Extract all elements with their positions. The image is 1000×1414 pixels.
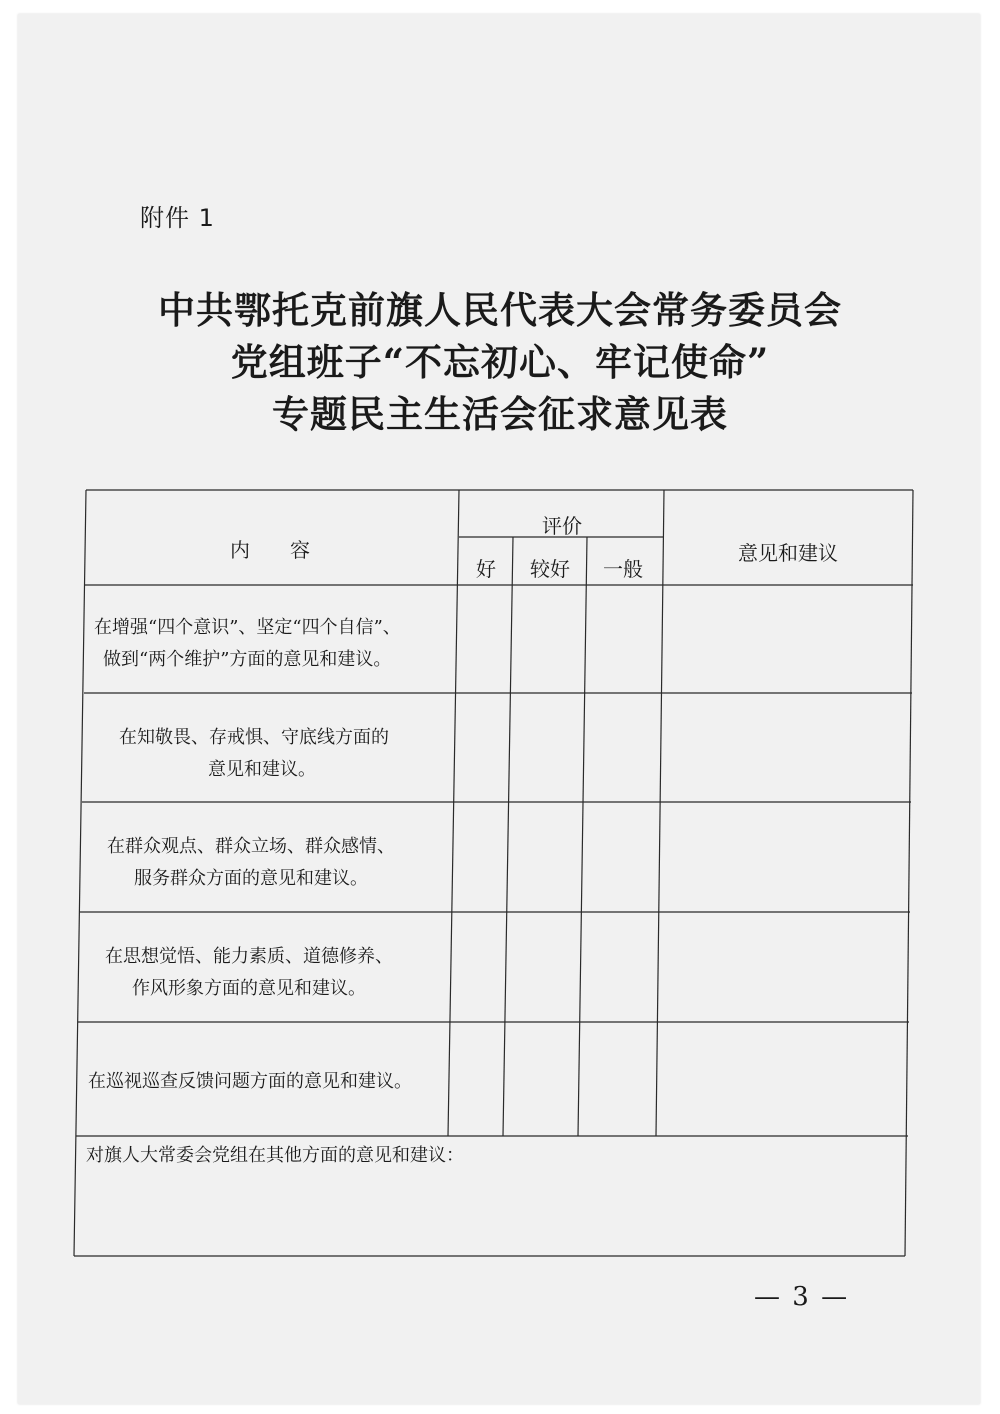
row-1-line-1: 在增强“四个意识”、坚定“四个自信”、 [94, 617, 401, 638]
row-1-line-2: 做到“两个维护”方面的意见和建议。 [103, 649, 392, 670]
header-rating: 评价 [542, 514, 582, 538]
header-rating-average: 一般 [603, 557, 643, 581]
row-2-line-2: 意见和建议。 [208, 759, 316, 780]
header-suggestions: 意见和建议 [738, 541, 838, 565]
row-5-line-1: 在巡视巡查反馈问题方面的意见和建议。 [88, 1071, 412, 1092]
row-2-line-1: 在知敬畏、存戒惧、守底线方面的 [119, 727, 389, 748]
row-3-line-2: 服务群众方面的意见和建议。 [134, 868, 368, 889]
row-4-line-2: 作风形象方面的意见和建议。 [132, 978, 366, 999]
other-suggestions-label: 对旗人大常委会党组在其他方面的意见和建议： [86, 1145, 464, 1166]
header-content: 内 容 [230, 538, 310, 562]
page-number: — 3 — [754, 1282, 850, 1312]
title-line-1: 中共鄂托克前旗人民代表大会常务委员会 [158, 288, 842, 332]
title-line-3: 专题民主生活会征求意见表 [272, 392, 728, 436]
header-rating-good: 好 [476, 557, 496, 581]
row-4-line-1: 在思想觉悟、能力素质、道德修养、 [105, 946, 393, 967]
attachment-label: 附件 1 [140, 204, 215, 232]
title-line-2: 党组班子“不忘初心、牢记使命” [230, 340, 770, 384]
header-rating-fairly-good: 较好 [530, 557, 570, 581]
row-3-line-1: 在群众观点、群众立场、群众感情、 [107, 836, 395, 857]
